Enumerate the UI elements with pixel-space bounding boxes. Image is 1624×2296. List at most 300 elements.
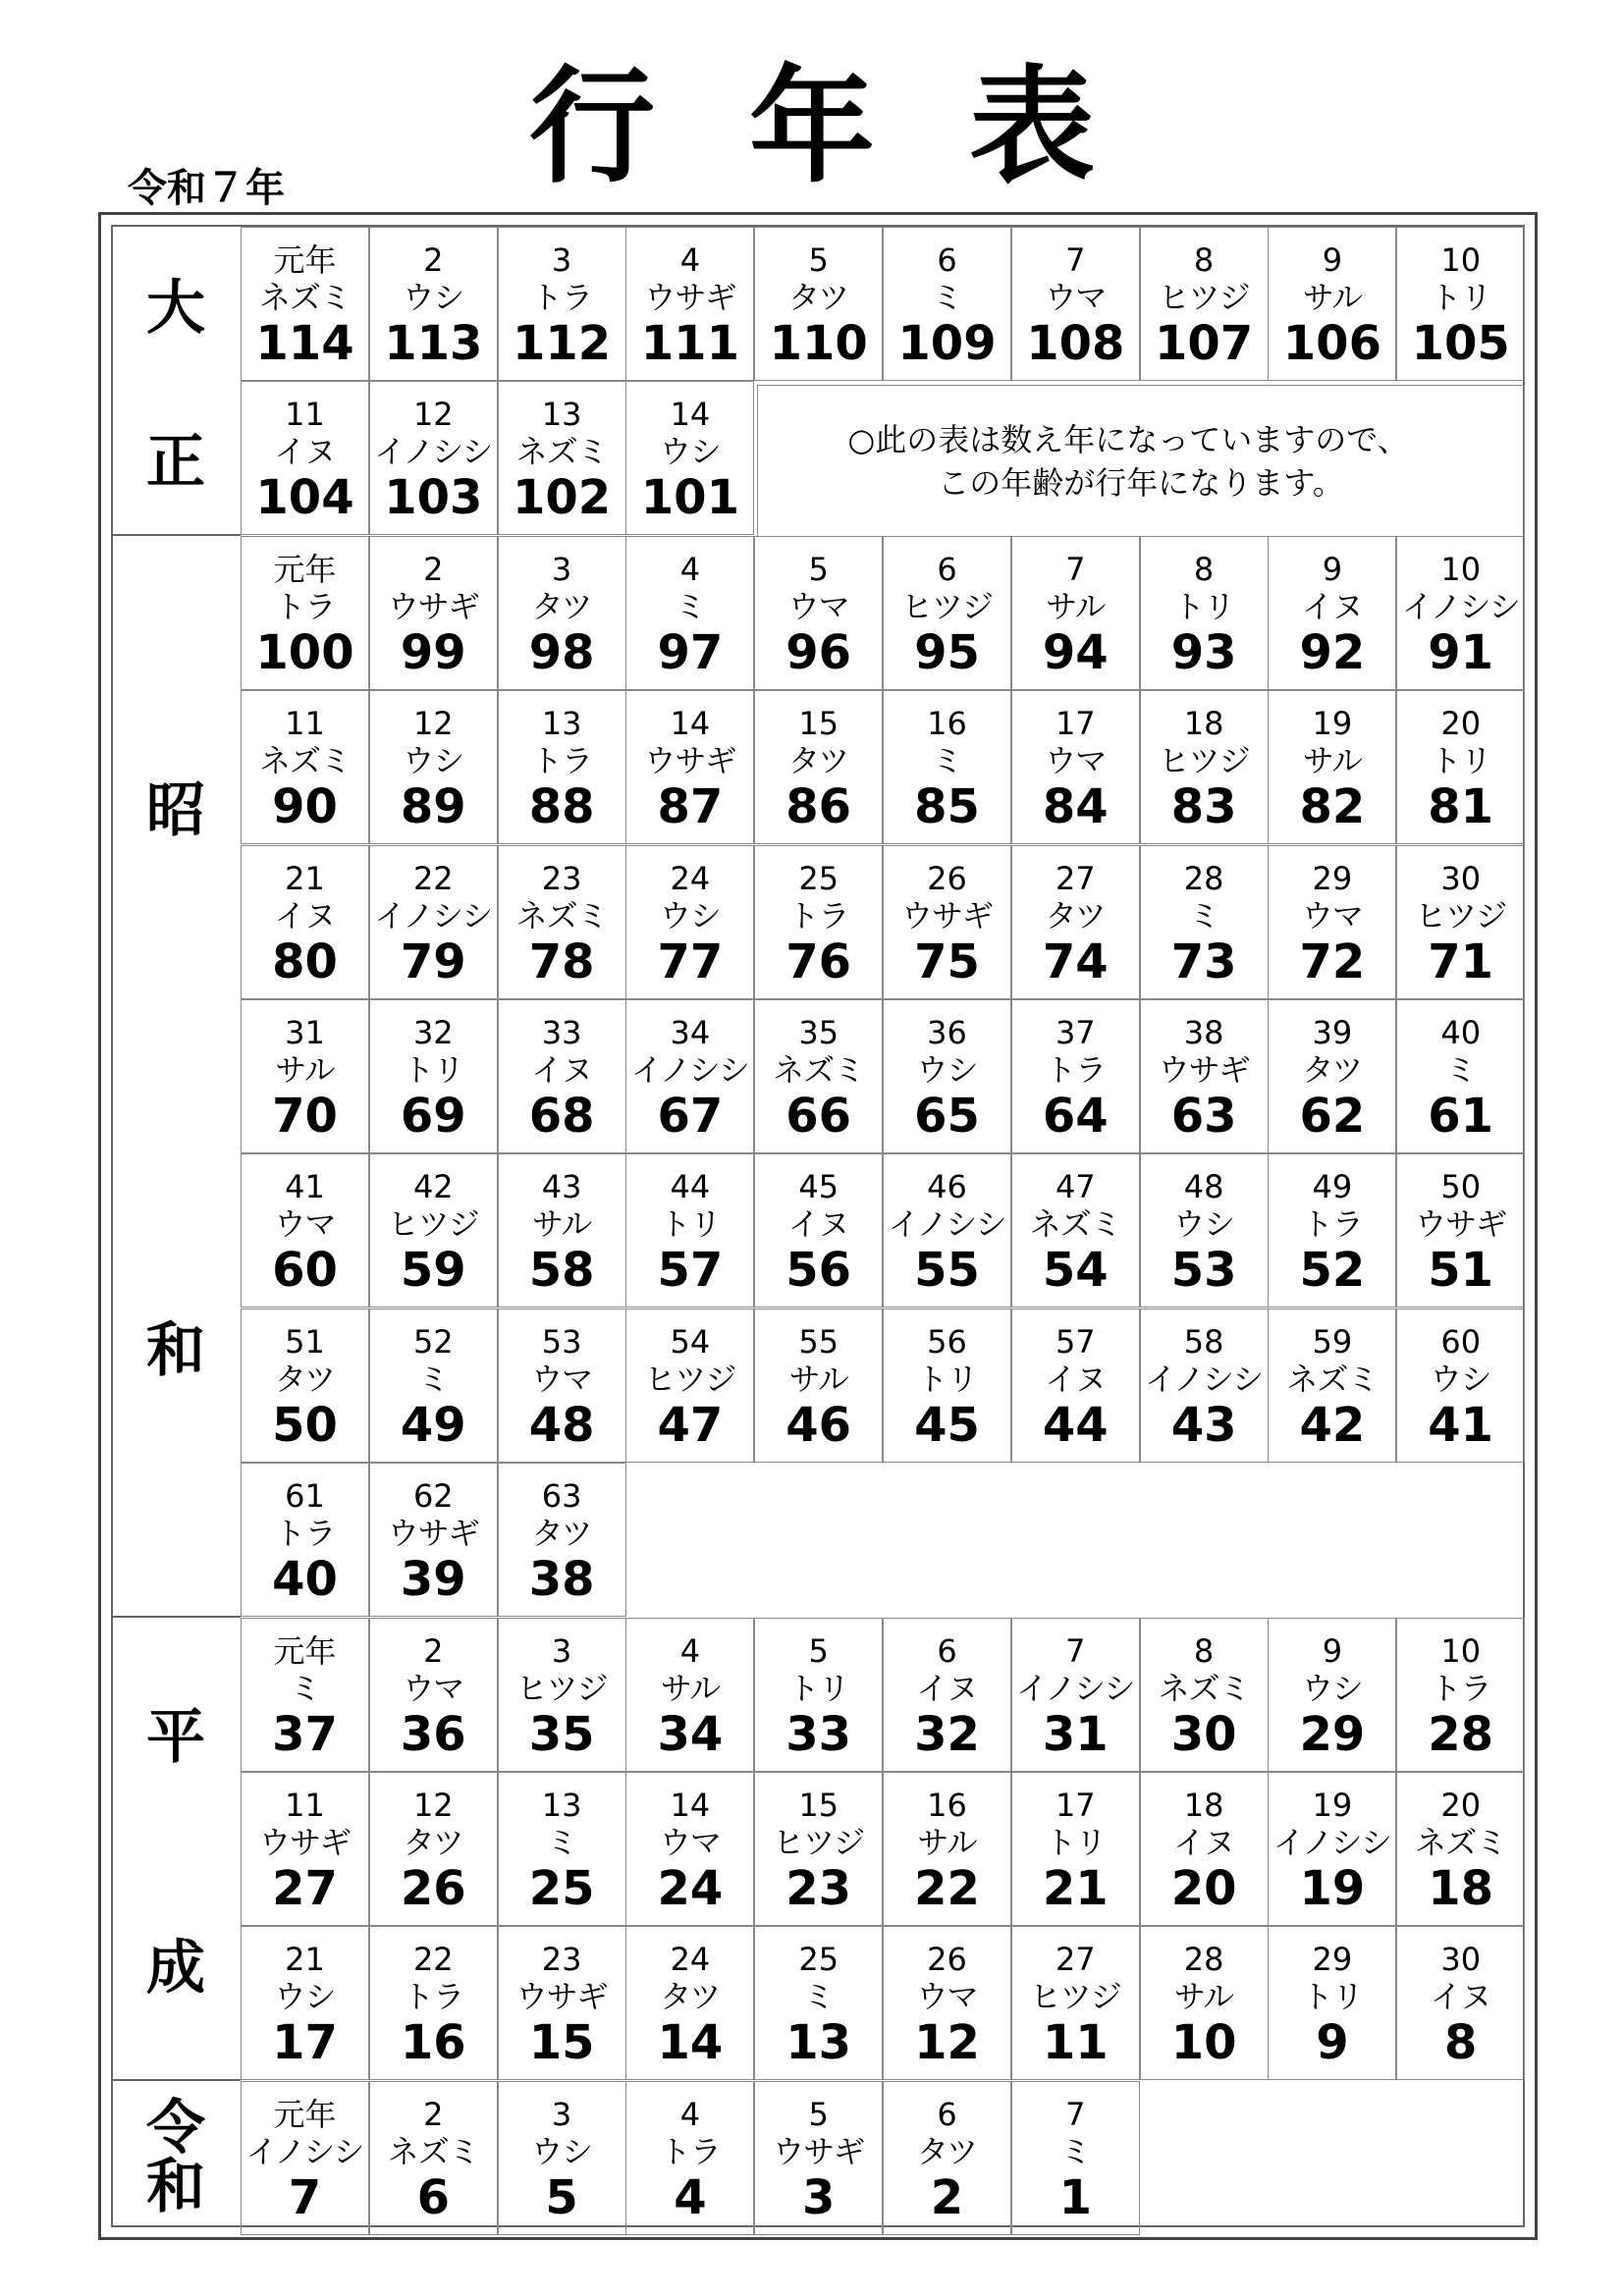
era-year: 21	[285, 859, 325, 897]
era-year: 3	[551, 1631, 572, 1670]
year-cell	[883, 1153, 1011, 1308]
year-cell	[1011, 2081, 1140, 2235]
era-year: 8	[1193, 550, 1215, 588]
era-char: 令	[146, 2094, 205, 2163]
zodiac-sign: ウサギ	[1415, 1205, 1507, 1244]
year-cell	[241, 1772, 369, 1926]
age-value: 92	[1299, 624, 1366, 680]
zodiac-sign: イヌ	[1045, 1360, 1107, 1398]
age-value: 4	[674, 2169, 707, 2225]
zodiac-sign: ウサギ	[387, 587, 479, 625]
age-value: 65	[914, 1089, 980, 1144]
era-year: 16	[927, 1787, 967, 1824]
year-cell	[625, 1772, 754, 1926]
era-year: 23	[541, 1941, 582, 1979]
year-cell	[369, 536, 498, 690]
era-year: 36	[927, 1014, 967, 1051]
age-value: 86	[785, 779, 852, 835]
era-year: 63	[541, 1477, 582, 1516]
age-value: 36	[400, 1706, 466, 1762]
year-cell	[498, 845, 626, 999]
zodiac-sign: ウシ	[659, 433, 721, 471]
era-year: 62	[412, 1477, 454, 1516]
zodiac-sign: ウシ	[916, 1051, 978, 1089]
year-cell	[883, 1772, 1011, 1926]
zodiac-sign: ウサギ	[900, 896, 993, 934]
year-cell	[625, 536, 754, 690]
year-cell	[498, 1618, 626, 1772]
year-cell	[1011, 999, 1140, 1153]
year-cell	[1396, 536, 1525, 690]
zodiac-sign: サル	[660, 1669, 721, 1707]
year-cell	[754, 1618, 883, 1772]
zodiac-sign: イヌ	[274, 896, 336, 934]
year-cell	[625, 690, 754, 844]
zodiac-sign: ネズミ	[1158, 1669, 1250, 1707]
year-cell	[625, 1926, 754, 2080]
age-value: 56	[785, 1243, 852, 1299]
year-cell	[883, 227, 1011, 381]
era-year: 3	[551, 550, 572, 588]
year-cell	[369, 227, 498, 381]
age-value: 57	[657, 1243, 724, 1299]
zodiac-sign: トリ	[1173, 587, 1235, 625]
era-year: 46	[927, 1168, 967, 1206]
note-text	[757, 385, 1525, 537]
zodiac-sign: トリ	[1301, 1978, 1363, 2016]
age-value: 83	[1170, 779, 1237, 835]
era-year: 5	[808, 1631, 829, 1670]
age-value: 55	[914, 1243, 980, 1299]
age-value: 88	[528, 779, 595, 835]
era-year: 13	[541, 396, 582, 434]
zodiac-sign: タツ	[788, 742, 849, 780]
era-year: 23	[541, 859, 582, 897]
era-year: 11	[285, 705, 325, 743]
year-cell	[1140, 1772, 1269, 1926]
age-value: 14	[657, 2015, 724, 2071]
age-value: 49	[400, 1397, 466, 1453]
age-value: 78	[528, 934, 595, 989]
year-cell	[1011, 227, 1140, 381]
age-value: 52	[1299, 1243, 1366, 1299]
era-year: 33	[541, 1014, 582, 1051]
year-cell	[498, 1772, 626, 1926]
era-year: 9	[1322, 550, 1343, 588]
age-value: 22	[914, 1861, 980, 1916]
zodiac-sign: タツ	[531, 1515, 592, 1553]
age-value: 89	[400, 779, 466, 835]
age-value: 68	[528, 1089, 595, 1144]
age-value: 110	[769, 316, 868, 371]
age-value: 70	[272, 1089, 338, 1144]
era-year: 29	[1312, 1941, 1353, 1979]
age-value: 35	[528, 1706, 595, 1762]
age-value: 67	[657, 1089, 724, 1144]
era-year: 7	[1065, 550, 1086, 588]
zodiac-sign: ウシ	[659, 896, 721, 934]
age-value: 107	[1154, 316, 1254, 371]
zodiac-sign: ミ	[417, 1360, 449, 1398]
zodiac-sign: サル	[1173, 1978, 1234, 2016]
year-cell	[625, 227, 754, 381]
age-value: 66	[785, 1089, 852, 1144]
age-value: 6	[416, 2169, 450, 2225]
era-year: 52	[412, 1322, 454, 1361]
age-value: 82	[1299, 779, 1366, 835]
year-cell	[754, 227, 883, 381]
age-value: 111	[640, 316, 739, 371]
age-value: 20	[1170, 1861, 1237, 1916]
zodiac-sign: ウサギ	[644, 279, 736, 316]
zodiac-sign: ミ	[1188, 896, 1219, 934]
era-char: 和	[146, 2153, 205, 2222]
zodiac-sign: イヌ	[916, 1669, 978, 1707]
year-cell	[498, 2081, 626, 2235]
age-value: 96	[785, 624, 852, 680]
age-value: 51	[1428, 1243, 1494, 1299]
era-year: 4	[679, 241, 701, 279]
era-year: 6	[937, 550, 957, 588]
zodiac-sign: ミ	[1059, 2132, 1091, 2170]
zodiac-sign: トラ	[274, 1515, 336, 1553]
year-cell	[1268, 845, 1396, 999]
age-value: 48	[528, 1397, 595, 1453]
zodiac-sign: イノシシ	[1401, 587, 1520, 625]
year-cell	[369, 690, 498, 844]
zodiac-sign: ウシ	[274, 1978, 336, 2016]
age-value: 15	[528, 2015, 595, 2071]
age-value: 1	[1058, 2169, 1092, 2225]
era-year: 30	[1440, 859, 1482, 897]
era-year: 8	[1193, 1631, 1215, 1670]
era-label	[111, 1618, 241, 2081]
era-year: 11	[285, 1787, 325, 1824]
era-year: 3	[551, 2095, 572, 2133]
year-cell	[1140, 1153, 1269, 1308]
zodiac-sign: ウマ	[1045, 742, 1107, 780]
year-cell	[625, 1308, 754, 1463]
age-value: 61	[1428, 1089, 1494, 1144]
year-cell	[1396, 845, 1525, 999]
year-cell	[1011, 536, 1140, 690]
zodiac-sign: タツ	[274, 1360, 336, 1398]
zodiac-sign: トリ	[1430, 742, 1491, 780]
zodiac-sign: イヌ	[1430, 1978, 1491, 2016]
era-year: 12	[412, 705, 454, 743]
year-cell	[754, 690, 883, 844]
age-value: 41	[1428, 1397, 1494, 1453]
year-cell	[1011, 845, 1140, 999]
year-cell	[754, 536, 883, 690]
age-value: 7	[288, 2169, 322, 2225]
zodiac-sign: トラ	[531, 742, 593, 780]
year-cell	[498, 1926, 626, 2080]
zodiac-sign: トリ	[787, 1669, 849, 1707]
age-value: 9	[1316, 2015, 1349, 2071]
zodiac-sign: ヒツジ	[1158, 279, 1250, 316]
age-value: 32	[914, 1706, 980, 1762]
year-cell	[1268, 1153, 1396, 1308]
era-year: 40	[1440, 1014, 1482, 1051]
zodiac-sign: ヒツジ	[1158, 742, 1250, 780]
zodiac-sign: タツ	[660, 1978, 721, 2016]
year-cell	[1140, 999, 1269, 1153]
year-cell	[369, 1463, 498, 1617]
age-value: 39	[400, 1552, 466, 1608]
age-value: 25	[528, 1861, 595, 1916]
age-value: 100	[255, 624, 354, 680]
zodiac-sign: ウマ	[403, 1669, 464, 1707]
zodiac-sign: トラ	[274, 587, 336, 625]
age-value: 31	[1042, 1706, 1109, 1762]
age-value: 60	[272, 1243, 338, 1299]
zodiac-sign: ヒツジ	[900, 587, 993, 625]
era-year: 10	[1440, 550, 1482, 588]
era-year: 4	[679, 1631, 701, 1670]
age-value: 73	[1170, 934, 1237, 989]
zodiac-sign: イノシシ	[1016, 1669, 1135, 1707]
era-year: 28	[1183, 1941, 1224, 1979]
age-value: 26	[400, 1861, 466, 1916]
year-cell	[498, 1153, 626, 1308]
year-cell	[241, 536, 369, 690]
year-cell	[1396, 690, 1525, 844]
age-value: 90	[272, 779, 338, 835]
age-value: 69	[400, 1089, 466, 1144]
age-value: 87	[657, 779, 724, 835]
age-value: 28	[1428, 1706, 1494, 1762]
age-value: 104	[255, 470, 354, 526]
year-cell	[1140, 227, 1269, 381]
year-cell	[498, 1308, 626, 1463]
age-value: 24	[657, 1861, 724, 1916]
zodiac-sign: イヌ	[1301, 587, 1363, 625]
era-year: 19	[1312, 1787, 1353, 1824]
zodiac-sign: ミ	[931, 742, 962, 780]
era-year: 51	[285, 1322, 325, 1361]
year-cell	[754, 999, 883, 1153]
year-cell	[754, 1308, 883, 1463]
zodiac-sign: タツ	[1045, 896, 1106, 934]
era-year: 24	[670, 1941, 711, 1979]
era-year: 45	[798, 1168, 839, 1206]
age-value: 23	[785, 1861, 852, 1916]
era-char: 成	[146, 1934, 205, 2003]
era-year: 4	[679, 550, 701, 588]
era-year: 50	[1440, 1168, 1482, 1206]
year-cell	[1140, 690, 1269, 844]
age-value: 98	[528, 624, 595, 680]
year-cell	[241, 999, 369, 1153]
year-cell	[241, 1926, 369, 2080]
era-year: 42	[412, 1168, 454, 1206]
year-cell	[754, 1153, 883, 1308]
age-value: 113	[384, 316, 483, 371]
year-cell	[1268, 690, 1396, 844]
year-cell	[1268, 536, 1396, 690]
year-cell	[1011, 1308, 1140, 1463]
year-cell	[1140, 536, 1269, 690]
zodiac-sign: サル	[275, 1051, 335, 1089]
zodiac-sign: トラ	[659, 2132, 721, 2170]
zodiac-sign: ネズミ	[1029, 1205, 1121, 1244]
age-value: 29	[1299, 1706, 1366, 1762]
age-value: 95	[914, 624, 980, 680]
age-value: 37	[272, 1706, 338, 1762]
zodiac-sign: サル	[531, 1205, 592, 1244]
age-value: 13	[785, 2015, 852, 2071]
era-year: 10	[1440, 1631, 1482, 1670]
age-value: 40	[272, 1552, 338, 1608]
era-year: 元年	[273, 241, 337, 279]
zodiac-sign: ミ	[675, 587, 706, 625]
era-year: 22	[412, 859, 454, 897]
age-value: 21	[1042, 1861, 1109, 1916]
age-value: 34	[657, 1706, 724, 1762]
age-value: 112	[512, 316, 612, 371]
year-cell	[369, 1308, 498, 1463]
zodiac-sign: ヒツジ	[1029, 1978, 1121, 2016]
zodiac-sign: ウマ	[1045, 279, 1107, 316]
age-value: 27	[272, 1861, 338, 1916]
year-cell	[241, 381, 369, 535]
year-cell	[241, 1463, 369, 1617]
age-value: 18	[1428, 1861, 1494, 1916]
era-year: 43	[541, 1168, 582, 1206]
zodiac-sign: ヒツジ	[1415, 896, 1507, 934]
zodiac-sign: タツ	[916, 2132, 978, 2170]
zodiac-sign: ウシ	[1301, 1669, 1363, 1707]
era-year: 26	[927, 859, 967, 897]
zodiac-sign: イノシシ	[245, 2132, 364, 2170]
zodiac-sign: ウサギ	[515, 1978, 608, 2016]
era-year: 元年	[273, 550, 337, 588]
zodiac-sign: イノシシ	[374, 433, 493, 471]
era-year: 15	[798, 1787, 839, 1824]
era-year: 57	[1055, 1322, 1096, 1361]
age-value: 47	[657, 1397, 724, 1453]
age-value: 42	[1299, 1397, 1366, 1453]
era-year: 19	[1312, 705, 1353, 743]
era-year: 22	[412, 1941, 454, 1979]
zodiac-sign: ウマ	[274, 1205, 336, 1244]
zodiac-sign: ウシ	[531, 2132, 593, 2170]
age-value: 58	[528, 1243, 595, 1299]
year-cell	[1011, 1772, 1140, 1926]
zodiac-sign: トリ	[916, 1360, 978, 1398]
year-cell	[1268, 999, 1396, 1153]
zodiac-sign: ヒツジ	[387, 1205, 479, 1244]
age-value: 46	[785, 1397, 852, 1453]
year-cell	[883, 1926, 1011, 2080]
era-year: 47	[1055, 1168, 1096, 1206]
zodiac-sign: タツ	[1302, 1051, 1363, 1089]
age-value: 106	[1282, 316, 1381, 371]
zodiac-sign: イヌ	[531, 1051, 593, 1089]
age-value: 109	[897, 316, 997, 371]
zodiac-sign: イノシシ	[374, 896, 493, 934]
age-value: 12	[914, 2015, 980, 2071]
year-cell	[625, 1153, 754, 1308]
year-cell	[498, 1463, 626, 1617]
zodiac-sign: トリ	[659, 1205, 721, 1244]
year-cell	[1268, 227, 1396, 381]
zodiac-sign: イヌ	[1173, 1824, 1235, 1861]
era-year: 13	[541, 1787, 582, 1824]
title-char: 行	[528, 54, 655, 200]
title-char: 年	[748, 54, 875, 200]
era-year: 13	[541, 705, 582, 743]
era-year: 18	[1183, 705, 1224, 743]
era-year: 18	[1183, 1787, 1224, 1824]
era-year: 34	[670, 1014, 711, 1051]
year-cell	[498, 999, 626, 1153]
age-value: 99	[400, 624, 466, 680]
year-cell	[241, 2081, 369, 2235]
note-line: この年齢が行年になります。	[938, 463, 1344, 502]
age-value: 2	[930, 2169, 964, 2225]
zodiac-sign: サル	[1302, 279, 1363, 316]
era-year: 53	[541, 1322, 582, 1361]
age-value: 59	[400, 1243, 466, 1299]
zodiac-sign: ウマ	[787, 587, 849, 625]
age-value: 54	[1042, 1243, 1109, 1299]
year-cell	[625, 2081, 754, 2235]
age-value: 81	[1428, 779, 1494, 835]
era-year: 49	[1312, 1168, 1353, 1206]
year-cell	[1396, 1308, 1525, 1463]
age-value: 114	[255, 316, 354, 371]
era-year: 9	[1322, 1631, 1343, 1670]
year-cell	[498, 536, 626, 690]
year-cell	[883, 2081, 1011, 2235]
zodiac-sign: ウマ	[1301, 896, 1363, 934]
era-year: 9	[1322, 241, 1343, 279]
year-cell	[1396, 1153, 1525, 1308]
current-era-date: 令和７年	[128, 166, 285, 211]
era-year: 2	[423, 550, 444, 588]
era-year: 25	[798, 859, 839, 897]
year-cell	[625, 999, 754, 1153]
title-char: 表	[969, 54, 1096, 200]
year-cell	[754, 845, 883, 999]
year-cell	[625, 845, 754, 999]
zodiac-sign: トラ	[787, 896, 849, 934]
zodiac-sign: ウシ	[403, 279, 464, 316]
year-cell	[1268, 1618, 1396, 1772]
era-year: 14	[670, 705, 711, 743]
era-year: 58	[1183, 1322, 1224, 1361]
era-char: 平	[146, 1703, 205, 1773]
era-label	[111, 536, 241, 1618]
era-year: 7	[1065, 1631, 1086, 1670]
zodiac-sign: イヌ	[274, 433, 336, 471]
era-year: 27	[1055, 859, 1096, 897]
age-value: 74	[1042, 934, 1109, 989]
era-year: 35	[798, 1014, 839, 1051]
year-cell	[1140, 1308, 1269, 1463]
year-cell	[498, 690, 626, 844]
era-year: 41	[285, 1168, 325, 1206]
age-value: 72	[1299, 934, 1366, 989]
year-cell	[241, 690, 369, 844]
year-cell	[625, 1618, 754, 1772]
age-value: 45	[914, 1397, 980, 1453]
year-cell	[241, 1153, 369, 1308]
era-year: 17	[1055, 705, 1096, 743]
era-year: 5	[808, 2095, 829, 2133]
